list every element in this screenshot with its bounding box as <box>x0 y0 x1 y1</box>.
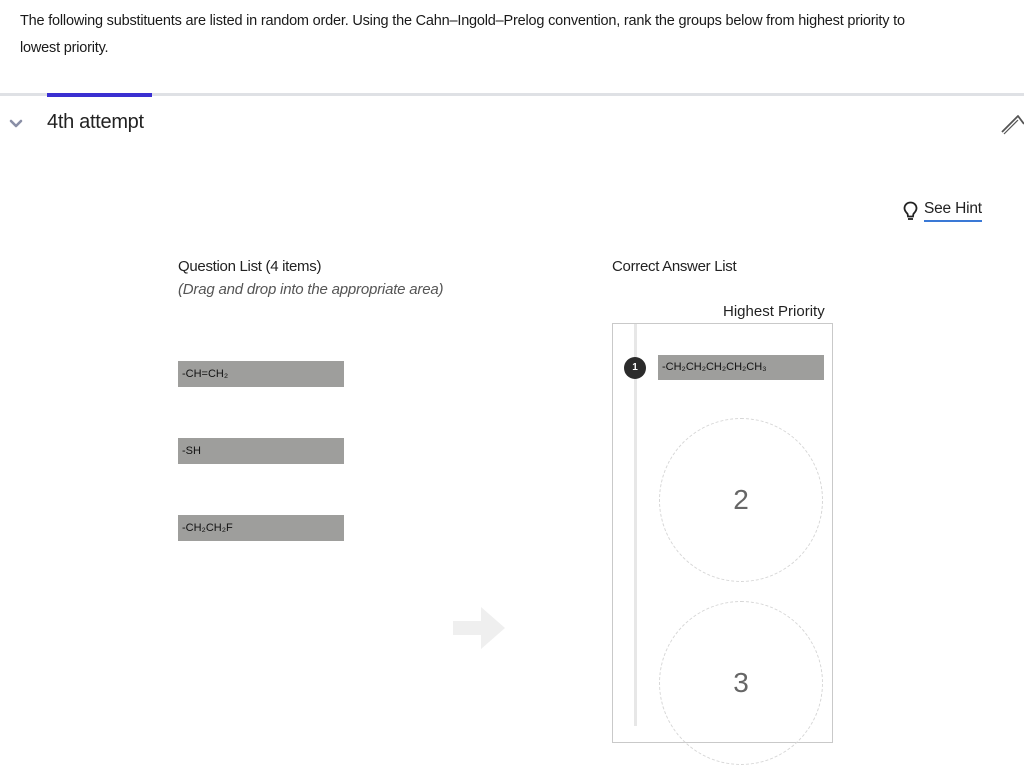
question-prompt <box>20 8 1000 62</box>
question-list-title: Question List (4 items) <box>178 258 322 275</box>
draggable-item-fluoroethyl[interactable]: -CH₂CH₂F <box>178 515 344 541</box>
see-hint-label[interactable]: See Hint <box>924 200 982 222</box>
chevron-down-icon[interactable] <box>8 117 24 131</box>
attempt-label[interactable]: 4th attempt <box>47 111 144 133</box>
drop-slot-3[interactable] <box>659 601 823 765</box>
placed-item-pentyl[interactable]: -CH₂CH₂CH₂CH₂CH₃ <box>658 355 824 380</box>
answer-list-title: Correct Answer List <box>612 258 737 275</box>
prompt-line-1: The following substituents are listed in random order. Using the Cahn–Ingold–Prelog convention, rank the groups below from highest priority to <box>20 13 905 29</box>
highest-priority-label: Highest Priority <box>723 303 825 320</box>
slot-number: 3 <box>733 667 749 698</box>
draggable-item-thiol[interactable]: -SH <box>178 438 344 464</box>
lightbulb-icon <box>903 201 918 221</box>
arrow-right-icon <box>453 607 505 649</box>
question-list-instructions: (Drag and drop into the appropriate area) <box>178 281 444 298</box>
rank-rail <box>634 324 637 726</box>
prompt-line-2: lowest priority. <box>20 40 109 56</box>
draggable-item-vinyl[interactable]: -CH=CH₂ <box>178 361 344 387</box>
attempt-divider <box>0 93 1024 96</box>
drop-slot-2[interactable] <box>659 418 823 582</box>
collapse-icon[interactable] <box>998 110 1024 138</box>
active-attempt-indicator <box>47 93 152 97</box>
rank-badge-1: 1 <box>624 357 646 379</box>
slot-number: 2 <box>733 484 749 515</box>
see-hint-link[interactable] <box>903 200 982 222</box>
